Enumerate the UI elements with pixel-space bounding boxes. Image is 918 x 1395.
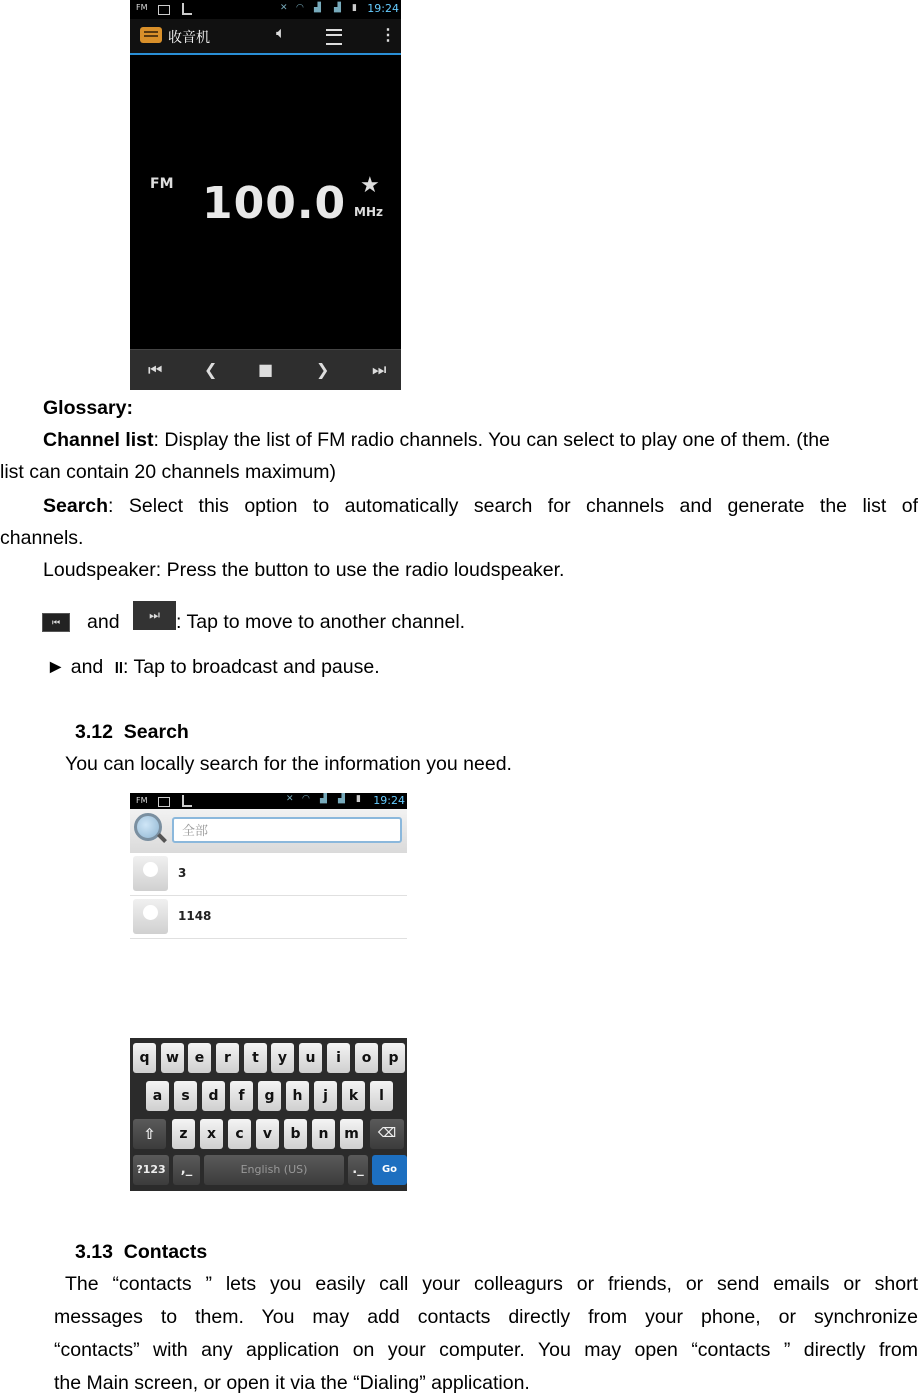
battery-icon: ▮ xyxy=(352,3,357,13)
download-icon xyxy=(182,795,192,807)
battery-icon: ▮ xyxy=(356,794,361,804)
keyboard-row-2 xyxy=(130,1078,407,1114)
contact-avatar-icon xyxy=(133,899,168,934)
key-k[interactable]: k xyxy=(342,1081,365,1111)
period-key[interactable]: ._ xyxy=(348,1155,368,1185)
key-d[interactable]: d xyxy=(202,1081,225,1111)
key-n[interactable]: n xyxy=(312,1119,335,1149)
search-line xyxy=(43,494,918,518)
play-icon: ► xyxy=(46,656,66,678)
status-bar xyxy=(130,0,401,18)
fm-radio-screenshot xyxy=(130,0,401,390)
backspace-key-icon[interactable]: ⌫ xyxy=(370,1119,404,1149)
key-p[interactable]: p xyxy=(382,1043,405,1073)
keyboard-row-3 xyxy=(130,1116,407,1152)
play-pause-line xyxy=(46,655,380,681)
key-c[interactable]: c xyxy=(228,1119,251,1149)
section-search-heading xyxy=(75,720,189,744)
action-bar xyxy=(130,19,401,55)
list-item[interactable] xyxy=(130,896,407,939)
key-i[interactable]: i xyxy=(327,1043,350,1073)
search-screenshot xyxy=(130,793,407,940)
search-desc: : Select this option to automatically search for channels and generate the list of xyxy=(108,495,918,517)
key-u[interactable]: u xyxy=(299,1043,322,1073)
key-a[interactable]: a xyxy=(146,1081,169,1111)
symbols-key[interactable]: ?123 xyxy=(133,1155,169,1185)
contacts-paragraph-line-3: “contacts” with any application on your computer. You may open “contacts ” directly from xyxy=(54,1339,918,1361)
signal-icon: ▟ xyxy=(320,794,327,804)
loudspeaker-line: Loudspeaker: Press the button to use the radio loudspeaker. xyxy=(43,559,565,581)
key-e[interactable]: e xyxy=(188,1043,211,1073)
section-title: Contacts xyxy=(123,1241,208,1263)
wifi-icon: ◠ xyxy=(302,794,310,804)
seek-up-icon[interactable]: ❯ xyxy=(316,360,330,379)
channel-list-desc-cont: list can contain 20 channels maximum) xyxy=(0,461,336,483)
key-b[interactable]: b xyxy=(284,1119,307,1149)
playback-controls xyxy=(130,349,401,390)
channel-list-line xyxy=(43,428,918,452)
key-g[interactable]: g xyxy=(258,1081,281,1111)
key-j[interactable]: j xyxy=(314,1081,337,1111)
key-f[interactable]: f xyxy=(230,1081,253,1111)
section-title: Search xyxy=(123,721,189,743)
section-number: 3.12 xyxy=(75,721,113,743)
status-bar xyxy=(130,793,407,809)
status-time: 19:24 xyxy=(373,794,405,807)
contacts-paragraph-line-1: The “contacts ” lets you easily call your colleagurs or friends, or send emails or short xyxy=(65,1273,918,1295)
glossary-heading: Glossary: xyxy=(43,397,133,419)
key-v[interactable]: v xyxy=(256,1119,279,1149)
signal-icon: ▟ xyxy=(314,3,321,13)
frequency-display: 100.0 xyxy=(202,178,347,229)
key-s[interactable]: s xyxy=(174,1081,197,1111)
search-input[interactable]: 全部 xyxy=(172,817,402,843)
and-text-2: and xyxy=(70,656,104,678)
fm-status-label: FM xyxy=(136,3,148,12)
section-contacts-heading xyxy=(75,1240,207,1264)
section-search-text: You can locally search for the information you need. xyxy=(65,753,512,775)
download-icon xyxy=(182,3,192,15)
mute-icon: ✕ xyxy=(286,794,294,804)
and-text-1: and xyxy=(87,611,120,633)
next-button-icon: ⏭︎ xyxy=(133,601,176,630)
radio-app-icon xyxy=(140,27,162,43)
signal-icon-2: ▟ xyxy=(334,3,341,13)
key-o[interactable]: o xyxy=(355,1043,378,1073)
search-desc-cont: channels. xyxy=(0,527,84,549)
app-title: 收音机 xyxy=(168,30,210,46)
loudspeaker-icon[interactable]: 🔈︎ xyxy=(276,25,286,42)
key-h[interactable]: h xyxy=(286,1081,309,1111)
shift-key-icon[interactable]: ⇧ xyxy=(133,1119,166,1149)
key-z[interactable]: z xyxy=(172,1119,195,1149)
key-t[interactable]: t xyxy=(244,1043,267,1073)
broadcast-text: : Tap to broadcast and pause. xyxy=(123,656,380,678)
space-key[interactable]: English (US) xyxy=(204,1155,344,1185)
prev-channel-icon[interactable]: ⏮︎ xyxy=(148,360,163,379)
key-r[interactable]: r xyxy=(216,1043,239,1073)
section-number: 3.13 xyxy=(75,1241,113,1263)
search-term: Search xyxy=(43,495,109,517)
list-item[interactable] xyxy=(130,853,407,896)
contacts-paragraph-line-4: the Main screen, or open it via the “Dialing” application. xyxy=(54,1372,530,1394)
move-channel-text: : Tap to move to another channel. xyxy=(176,611,466,633)
keyboard-row-4 xyxy=(130,1152,407,1188)
mute-icon: ✕ xyxy=(280,3,288,13)
key-q[interactable]: q xyxy=(133,1043,156,1073)
prev-button-icon: ⏮︎ xyxy=(42,613,70,632)
wifi-icon: ◠ xyxy=(296,3,304,13)
key-m[interactable]: m xyxy=(340,1119,363,1149)
key-y[interactable]: y xyxy=(271,1043,294,1073)
search-bar xyxy=(130,809,407,853)
stop-icon[interactable]: ■ xyxy=(258,360,274,379)
favorite-star-icon[interactable]: ★ xyxy=(360,172,380,197)
picture-icon xyxy=(158,797,170,807)
keyboard-screenshot xyxy=(130,1038,407,1191)
contacts-paragraph-line-2: messages to them. You may add contacts directly from your phone, or synchronize xyxy=(54,1306,918,1328)
channel-list-icon[interactable] xyxy=(326,29,342,45)
frequency-unit: MHz xyxy=(354,205,383,219)
contact-avatar-icon xyxy=(133,856,168,891)
keyboard-row-1 xyxy=(130,1040,407,1076)
signal-icon-2: ▟ xyxy=(338,794,345,804)
channel-list-desc: : Display the list of FM radio channels. You can select to play one of them. (the xyxy=(153,429,830,451)
seek-down-icon[interactable]: ❮ xyxy=(204,360,218,379)
picture-icon xyxy=(158,5,170,15)
next-channel-icon[interactable]: ⏭︎ xyxy=(372,360,387,379)
channel-list-term: Channel list xyxy=(43,429,154,451)
contact-name: 1148 xyxy=(178,909,212,923)
search-icon[interactable] xyxy=(134,813,162,841)
comma-key[interactable]: ,_ xyxy=(173,1155,200,1185)
go-key[interactable]: Go xyxy=(372,1155,407,1185)
key-l[interactable]: l xyxy=(370,1081,393,1111)
overflow-menu-icon[interactable]: ⋮ xyxy=(380,27,396,44)
contact-name: 3 xyxy=(178,866,187,880)
fm-status-label: FM xyxy=(136,796,148,805)
key-x[interactable]: x xyxy=(200,1119,223,1149)
key-w[interactable]: w xyxy=(161,1043,184,1073)
pause-icon: ll xyxy=(114,660,124,677)
band-label: FM xyxy=(150,176,174,192)
status-time: 19:24 xyxy=(367,2,399,15)
